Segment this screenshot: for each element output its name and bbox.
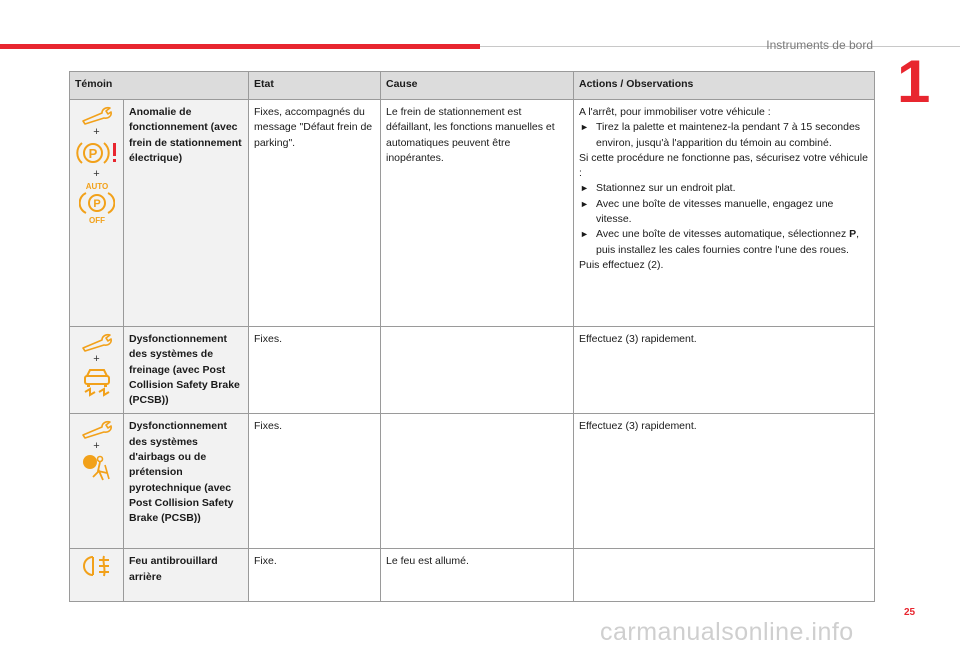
header-red-bar bbox=[0, 44, 480, 49]
actions-list-2 bbox=[579, 181, 869, 257]
wrench-icon bbox=[80, 419, 114, 439]
plus-sign: + bbox=[93, 353, 100, 365]
list-item-text: Avec une boîte de vitesses automatique, sélectionnez bbox=[596, 228, 850, 241]
cause-cell bbox=[381, 414, 574, 549]
table-row bbox=[70, 327, 875, 414]
list-item-text: Avec une boîte de vitesses manuelle, engagez une vitesse. bbox=[596, 197, 834, 226]
wrench-icon bbox=[80, 105, 114, 125]
list-item-text: Tirez la palette et maintenez-la pendant 7 à 15 secondes environ, jusqu'à l'apparition du témoin au combiné. bbox=[596, 121, 861, 149]
svg-text:P: P bbox=[92, 198, 101, 210]
page-number: 25 bbox=[904, 607, 916, 618]
column-header-cause: Cause bbox=[381, 72, 574, 100]
actions-list-1 bbox=[579, 120, 869, 151]
etat-cell: Fixes, accompagnés du message "Défaut frein de parking". bbox=[249, 100, 381, 327]
icon-cell bbox=[70, 414, 124, 549]
actions-cell: Effectuez (3) rapidement. bbox=[574, 327, 875, 414]
etat-cell: Fixe. bbox=[249, 549, 381, 602]
plus-sign: + bbox=[93, 440, 100, 453]
warning-name: Dysfonctionnement des systèmes de freinage (avec Post Collision Safety Brake (PCSB)) bbox=[124, 327, 249, 414]
actions-cell: Effectuez (3) rapidement. bbox=[574, 414, 875, 549]
cause-cell: Le frein de stationnement est défaillant, les fonctions manuelles et automatiques peuvent être inopérantes. bbox=[381, 100, 574, 327]
list-item bbox=[579, 120, 869, 151]
warning-name: Feu antibrouillard arrière bbox=[124, 549, 249, 602]
arrow-bullet-icon: ► bbox=[580, 229, 589, 240]
list-item bbox=[579, 197, 869, 228]
table-row bbox=[70, 414, 875, 549]
actions-intro: A l'arrêt, pour immobiliser votre véhicule : bbox=[579, 106, 771, 118]
actions-cell bbox=[574, 100, 875, 327]
warning-name: Anomalie de fonctionnement (avec frein de stationnement électrique) bbox=[124, 100, 249, 327]
auto-off-parking-brake-icon bbox=[79, 181, 115, 225]
warning-name: Dysfonctionnement des systèmes d'airbags ou de prétension pyrotechnique (avec Post Collision Safety Brake (PCSB)) bbox=[124, 414, 249, 549]
warning-lights-table bbox=[69, 71, 875, 602]
column-header-etat: Etat bbox=[249, 72, 381, 100]
watermark: carmanualsonline.info bbox=[600, 618, 854, 646]
collision-brake-icon bbox=[81, 366, 113, 398]
column-header-temoin: Témoin bbox=[70, 72, 249, 100]
header-divider bbox=[480, 46, 960, 47]
icon-cell bbox=[70, 327, 124, 414]
icon-cell bbox=[70, 549, 124, 602]
list-item-text: Stationnez sur un endroit plat. bbox=[596, 182, 736, 195]
actions-middle: Si cette procédure ne fonctionne pas, sécurisez votre véhicule : bbox=[579, 151, 868, 180]
icon-cell bbox=[70, 100, 124, 327]
svg-text:OFF: OFF bbox=[88, 216, 105, 225]
arrow-bullet-icon: ► bbox=[580, 198, 589, 209]
rear-fog-light-icon bbox=[81, 554, 113, 578]
plus-sign: + bbox=[93, 126, 100, 138]
table-header-row bbox=[70, 72, 875, 100]
plus-sign: + bbox=[93, 168, 100, 180]
wrench-icon bbox=[80, 332, 114, 352]
airbag-icon bbox=[81, 453, 113, 483]
section-title: Instruments de bord bbox=[766, 38, 873, 52]
parking-brake-alert-icon bbox=[75, 139, 119, 167]
etat-cell: Fixes. bbox=[249, 327, 381, 414]
cause-cell: Le feu est allumé. bbox=[381, 549, 574, 602]
table-row bbox=[70, 100, 875, 327]
list-item bbox=[579, 181, 869, 196]
list-item bbox=[579, 227, 869, 258]
table-row bbox=[70, 549, 875, 602]
list-item-text: , puis installez les cales fournies contre l'une des roues. bbox=[596, 228, 860, 256]
gear-position-p: P bbox=[849, 228, 857, 241]
arrow-bullet-icon: ► bbox=[580, 183, 589, 194]
actions-outro: Puis effectuez (2). bbox=[579, 258, 664, 271]
actions-cell bbox=[574, 549, 875, 602]
etat-cell: Fixes. bbox=[249, 414, 381, 549]
arrow-bullet-icon: ► bbox=[580, 122, 589, 133]
svg-text:P: P bbox=[88, 146, 98, 161]
svg-text:AUTO: AUTO bbox=[85, 182, 108, 191]
cause-cell bbox=[381, 327, 574, 414]
column-header-actions: Actions / Observations bbox=[574, 72, 875, 100]
chapter-number: 1 bbox=[897, 48, 931, 115]
